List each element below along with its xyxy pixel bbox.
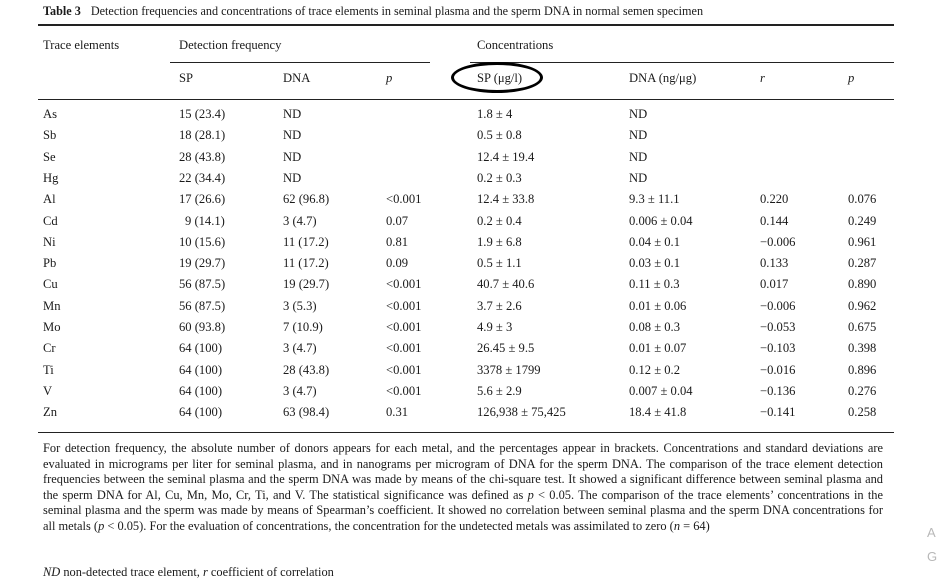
cell-element: Hg	[43, 171, 59, 185]
cell-concentration-p: 0.890	[848, 277, 877, 291]
cell-sp-concentration: 1.9 ± 6.8	[477, 235, 522, 249]
cell-dna-frequency: 62 (96.8)	[283, 192, 330, 206]
cell-sp-frequency: 9 (14.1)	[185, 214, 225, 228]
cell-sp-concentration: 12.4 ± 33.8	[477, 192, 535, 206]
cell-dna-frequency: 3 (4.7)	[283, 214, 317, 228]
cell-concentration-p: 0.896	[848, 363, 877, 377]
cell-concentration-p: 0.675	[848, 320, 877, 334]
table-label: Table 3	[43, 4, 81, 18]
cell-sp-frequency: 64 (100)	[179, 384, 223, 398]
page-edge-glyph: A	[927, 525, 936, 540]
cell-dna-concentration: 0.01 ± 0.07	[629, 341, 687, 355]
cell-frequency-p: 0.07	[386, 214, 409, 228]
cell-sp-concentration: 4.9 ± 3	[477, 320, 513, 334]
cell-element: Cd	[43, 214, 58, 228]
cell-element: Mo	[43, 320, 61, 334]
table-bottom-rule	[38, 432, 894, 433]
cell-frequency-p: 0.81	[386, 235, 409, 249]
cell-sp-concentration: 3378 ± 1799	[477, 363, 541, 377]
header-trace-elements: Trace elements	[43, 38, 120, 52]
cell-concentration-p: 0.249	[848, 214, 877, 228]
cell-element: Zn	[43, 405, 57, 419]
cell-sp-frequency: 64 (100)	[179, 341, 223, 355]
cell-sp-frequency: 18 (28.1)	[179, 128, 226, 142]
cell-r-coefficient: 0.220	[760, 192, 789, 206]
cell-sp-concentration: 40.7 ± 40.6	[477, 277, 535, 291]
subheader-dna-concentration: DNA (ng/μg)	[629, 71, 697, 85]
hand-drawn-highlight-circle	[451, 62, 543, 93]
subheader-p: p	[386, 71, 393, 85]
header-detection-frequency: Detection frequency	[179, 38, 282, 52]
cell-dna-frequency: 11 (17.2)	[283, 235, 329, 249]
table-footnote	[43, 441, 883, 535]
cell-r-coefficient: −0.016	[760, 363, 796, 377]
cell-dna-concentration: 9.3 ± 11.1	[629, 192, 680, 206]
cell-dna-concentration: 0.006 ± 0.04	[629, 214, 693, 228]
cell-concentration-p: 0.287	[848, 256, 877, 270]
cell-dna-concentration: 0.08 ± 0.3	[629, 320, 680, 334]
cell-r-coefficient: 0.017	[760, 277, 789, 291]
cell-sp-concentration: 0.5 ± 1.1	[477, 256, 522, 270]
cell-r-coefficient: −0.141	[760, 405, 796, 419]
cell-frequency-p: <0.001	[386, 384, 422, 398]
cell-dna-concentration: 0.007 ± 0.04	[629, 384, 693, 398]
subheader-sp-concentration: SP (μg/l)	[477, 71, 523, 85]
cell-sp-concentration: 5.6 ± 2.9	[477, 384, 522, 398]
cell-sp-concentration: 3.7 ± 2.6	[477, 299, 522, 313]
cell-concentration-p: 0.276	[848, 384, 877, 398]
cell-dna-concentration: 0.11 ± 0.3	[629, 277, 680, 291]
cell-dna-frequency: ND	[283, 171, 302, 185]
cell-r-coefficient: −0.103	[760, 341, 796, 355]
cell-sp-frequency: 10 (15.6)	[179, 235, 226, 249]
cell-sp-frequency: 15 (23.4)	[179, 107, 226, 121]
cell-dna-frequency: ND	[283, 150, 302, 164]
cell-r-coefficient: −0.053	[760, 320, 796, 334]
cell-sp-frequency: 28 (43.8)	[179, 150, 226, 164]
cell-sp-concentration: 126,938 ± 75,425	[477, 405, 566, 419]
cell-sp-frequency: 17 (26.6)	[179, 192, 226, 206]
cell-sp-frequency: 60 (93.8)	[179, 320, 226, 334]
cell-element: Sb	[43, 128, 57, 142]
cell-dna-concentration: 18.4 ± 41.8	[629, 405, 687, 419]
cell-r-coefficient: −0.006	[760, 299, 796, 313]
cell-dna-frequency: 3 (5.3)	[283, 299, 317, 313]
cell-dna-frequency: 63 (98.4)	[283, 405, 330, 419]
cell-element: Ni	[43, 235, 56, 249]
subheader-sp: SP	[179, 71, 194, 85]
cell-sp-concentration: 0.2 ± 0.3	[477, 171, 522, 185]
cell-r-coefficient: 0.133	[760, 256, 789, 270]
cell-element: Ti	[43, 363, 54, 377]
cell-dna-concentration: ND	[629, 128, 648, 142]
cell-frequency-p: <0.001	[386, 341, 422, 355]
cell-dna-frequency: 3 (4.7)	[283, 384, 317, 398]
cell-sp-frequency: 64 (100)	[179, 405, 223, 419]
detection-header-rule	[170, 62, 430, 63]
cell-sp-frequency: 56 (87.5)	[179, 299, 226, 313]
cell-sp-frequency: 19 (29.7)	[179, 256, 226, 270]
cell-dna-concentration: ND	[629, 171, 648, 185]
cell-element: As	[43, 107, 57, 121]
cell-frequency-p: <0.001	[386, 192, 422, 206]
cell-sp-frequency: 56 (87.5)	[179, 277, 226, 291]
cell-element: Pb	[43, 256, 57, 270]
cell-dna-frequency: 28 (43.8)	[283, 363, 330, 377]
subheader-dna: DNA	[283, 71, 311, 85]
table-caption	[43, 4, 703, 19]
header-concentrations: Concentrations	[477, 38, 554, 52]
cell-dna-frequency: 11 (17.2)	[283, 256, 329, 270]
cell-concentration-p: 0.962	[848, 299, 877, 313]
table-title: Detection frequencies and concentrations of trace elements in seminal plasma and the sperm DNA in normal semen specimen	[90, 4, 704, 18]
cell-concentration-p: 0.258	[848, 405, 877, 419]
cell-concentration-p: 0.961	[848, 235, 877, 249]
cell-element: Mn	[43, 299, 61, 313]
cell-dna-concentration: 0.03 ± 0.1	[629, 256, 680, 270]
cell-concentration-p: 0.076	[848, 192, 877, 206]
cell-sp-frequency: 22 (34.4)	[179, 171, 226, 185]
cell-element: Se	[43, 150, 56, 164]
cell-sp-concentration: 26.45 ± 9.5	[477, 341, 535, 355]
cell-frequency-p: <0.001	[386, 320, 422, 334]
cell-element: Al	[43, 192, 56, 206]
subheader-r: r	[760, 71, 765, 85]
top-rule	[38, 24, 894, 26]
footnote-text: For detection frequency, the absolute number of donors appears for each metal, and the percentages appear in brackets. Concentrations and standard deviations are evaluated in micrograms per liter for seminal plasma, and in nanograms per microgram of DNA for the sperm DNA. The comparison of the trace element detection frequencies between the seminal plasma and the sperm DNA was made by means of the chi-square test. It showed a significant difference between seminal plasma and the sperm DNA for Al, Cu, Mn, Mo, Cr, Ti, and V. The statistical significance was defined as p < 0.05. The comparison of the trace elements’ concentrations in the seminal plasma and the sperm was made by means of Spearman’s coefficient. It showed no correlation between seminal plasma and the sperm DNA concentrations for all metals (p < 0.05). For the evaluation of concentrations, the concentration for the undetected metals was assimilated to zero (n = 64)	[43, 441, 883, 533]
concentration-header-rule	[470, 62, 894, 63]
cell-sp-frequency: 64 (100)	[179, 363, 223, 377]
cell-r-coefficient: −0.006	[760, 235, 796, 249]
page-edge-glyph: G	[927, 549, 937, 564]
cell-sp-concentration: 0.5 ± 0.8	[477, 128, 522, 142]
cell-dna-frequency: 3 (4.7)	[283, 341, 317, 355]
cell-dna-concentration: 0.12 ± 0.2	[629, 363, 680, 377]
cell-frequency-p: 0.09	[386, 256, 409, 270]
cell-frequency-p: <0.001	[386, 363, 422, 377]
cell-r-coefficient: −0.136	[760, 384, 796, 398]
cell-dna-concentration: 0.01 ± 0.06	[629, 299, 687, 313]
cell-frequency-p: <0.001	[386, 299, 422, 313]
cell-element: Cu	[43, 277, 58, 291]
cell-frequency-p: 0.31	[386, 405, 409, 419]
cell-dna-concentration: 0.04 ± 0.1	[629, 235, 680, 249]
cell-element: V	[43, 384, 53, 398]
cell-dna-frequency: 7 (10.9)	[283, 320, 323, 334]
cell-dna-concentration: ND	[629, 150, 648, 164]
subheader-p-concentration: p	[848, 71, 855, 85]
cell-dna-frequency: ND	[283, 107, 302, 121]
cell-frequency-p: <0.001	[386, 277, 422, 291]
cell-sp-concentration: 0.2 ± 0.4	[477, 214, 522, 228]
cell-concentration-p: 0.398	[848, 341, 877, 355]
table-abbreviations: ND non-detected trace element, r coefficient of correlation	[43, 565, 334, 579]
cell-dna-concentration: ND	[629, 107, 648, 121]
header-bottom-rule	[38, 99, 894, 100]
cell-element: Cr	[43, 341, 56, 355]
cell-dna-frequency: ND	[283, 128, 302, 142]
cell-sp-concentration: 12.4 ± 19.4	[477, 150, 535, 164]
cell-r-coefficient: 0.144	[760, 214, 789, 228]
cell-dna-frequency: 19 (29.7)	[283, 277, 330, 291]
cell-sp-concentration: 1.8 ± 4	[477, 107, 513, 121]
